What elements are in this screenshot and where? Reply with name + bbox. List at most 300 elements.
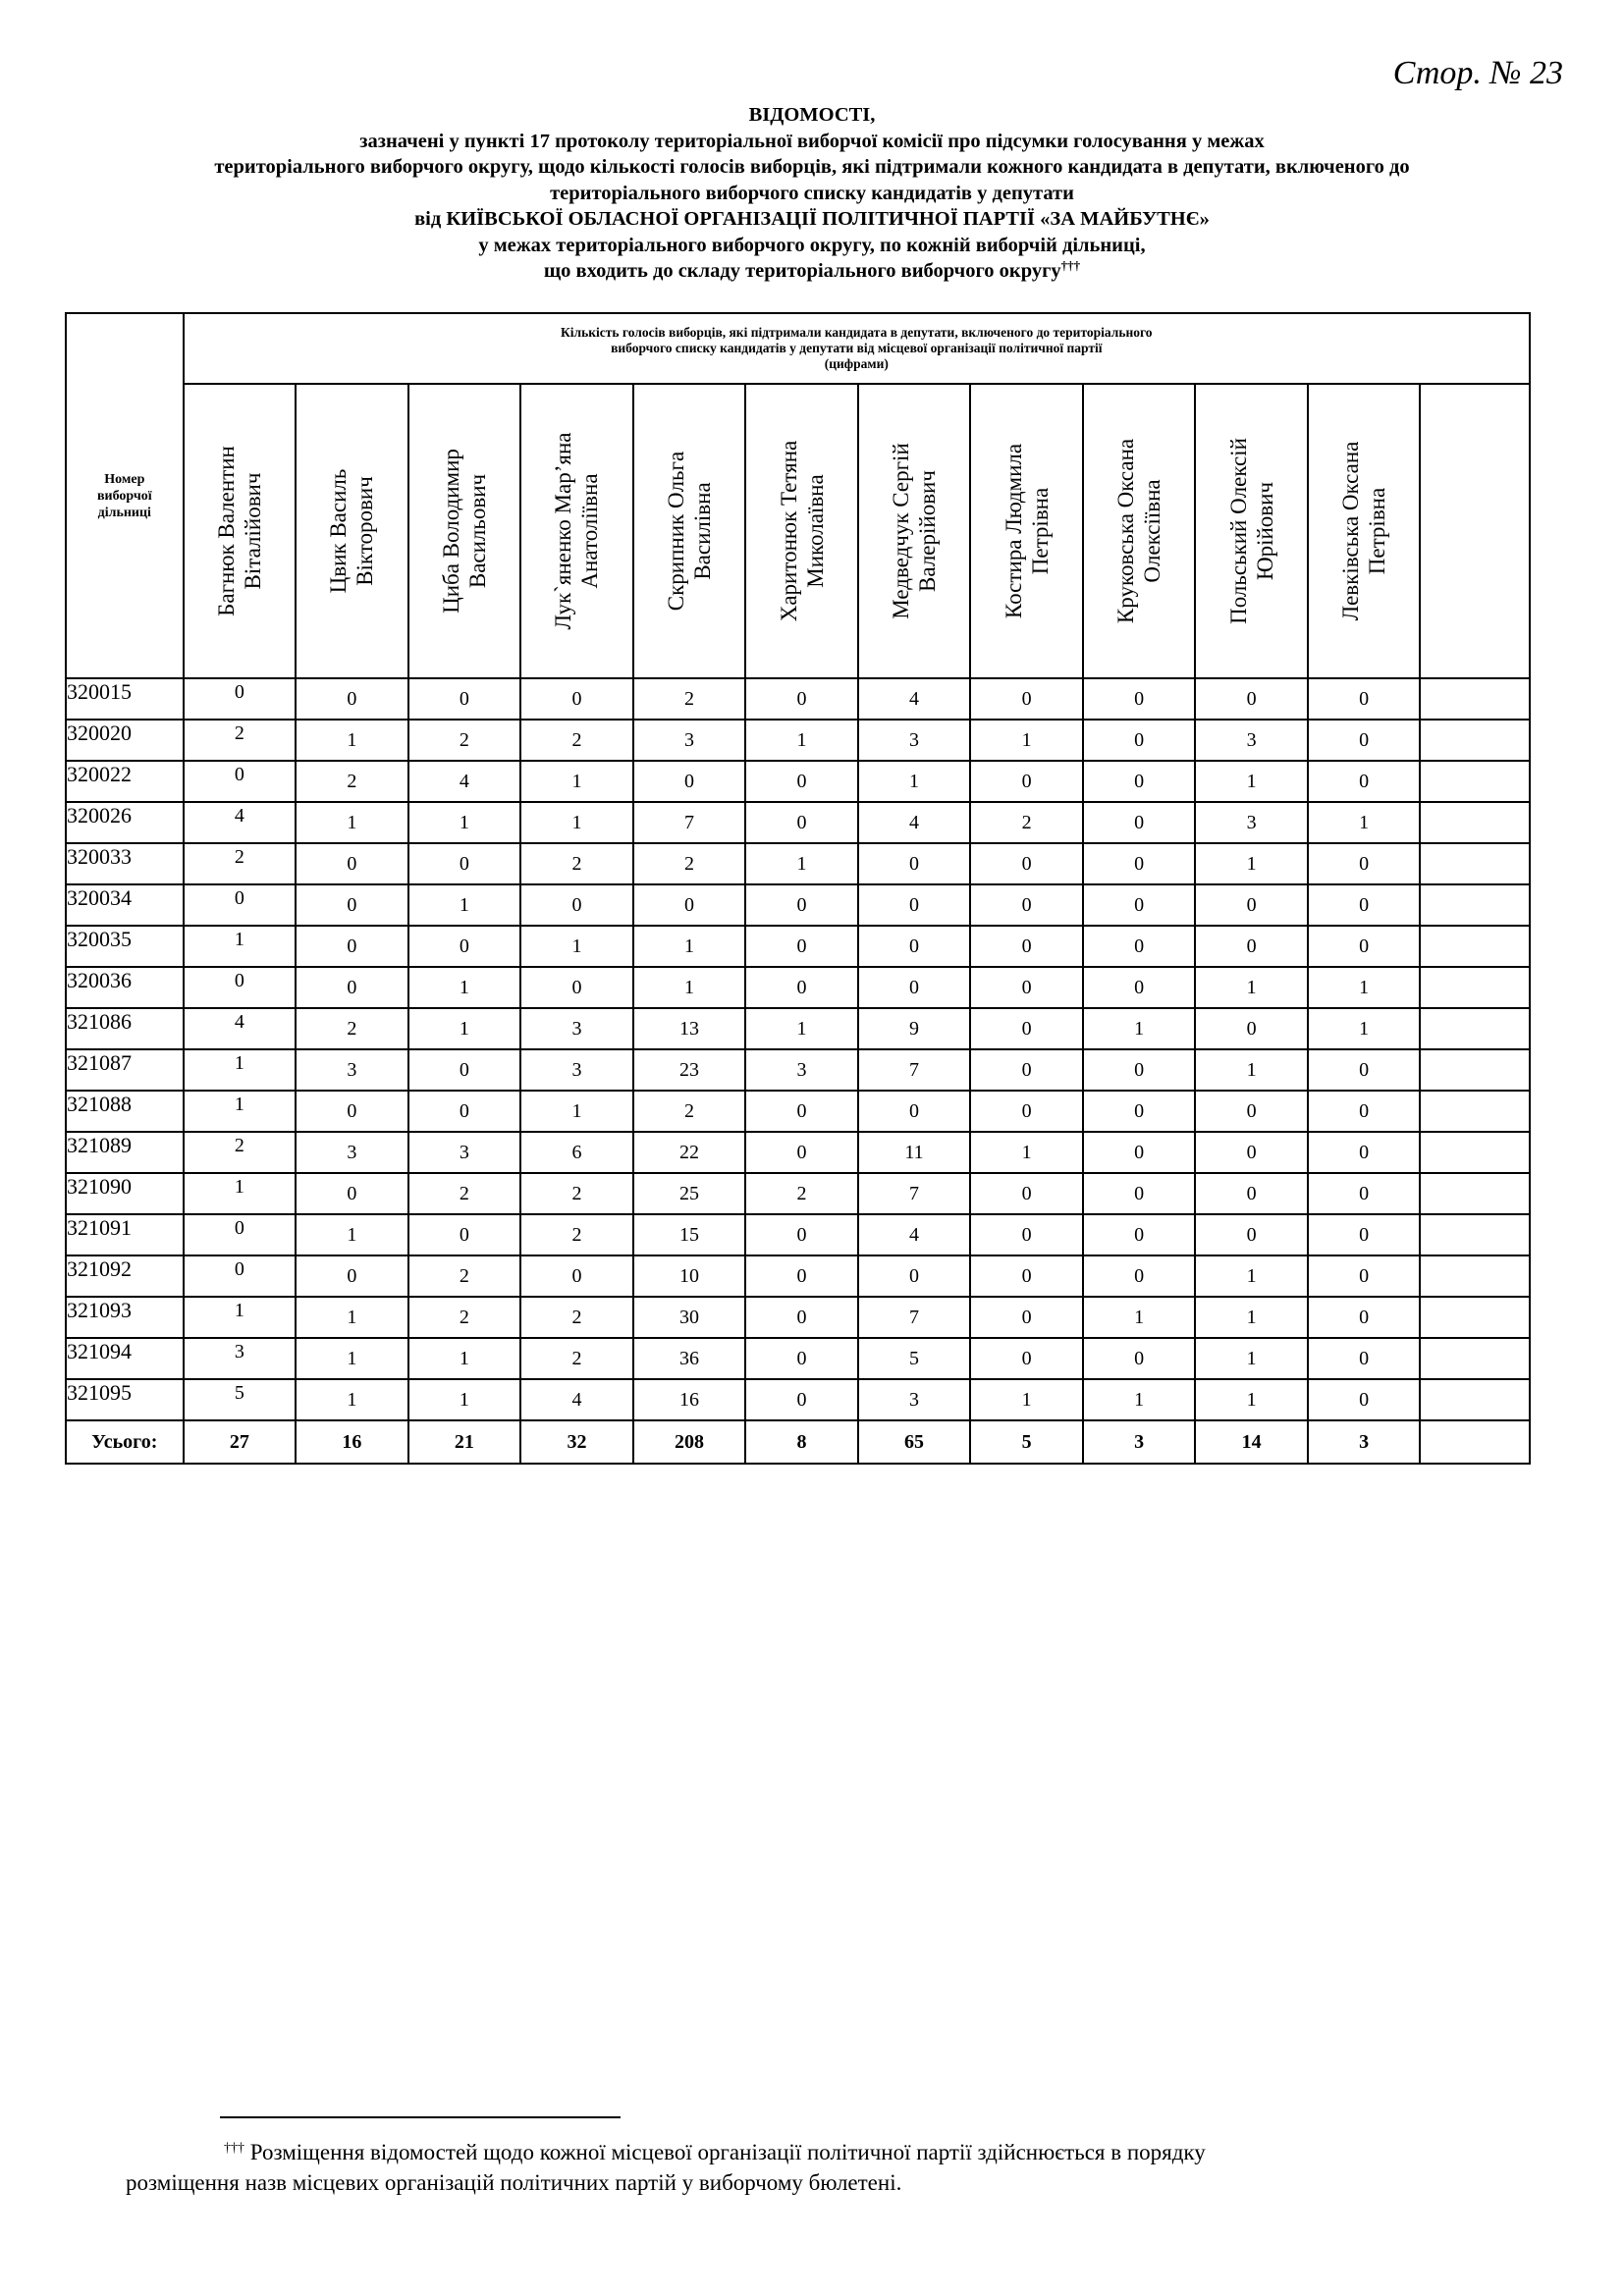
vote-count-cell: 2 <box>408 1173 521 1214</box>
table-row <box>66 761 1530 802</box>
precinct-number: 320036 <box>66 967 184 1008</box>
vote-count-cell: 1 <box>408 1008 521 1049</box>
vote-count-cell: 0 <box>1195 1132 1308 1173</box>
vote-count-cell: 0 <box>1308 926 1421 967</box>
vote-count-cell: 0 <box>408 1049 521 1091</box>
candidate-patronymic: Петрівна <box>1365 487 1390 575</box>
vote-count-cell: 0 <box>1308 1132 1421 1173</box>
empty-cell <box>1420 1049 1530 1091</box>
vote-count-cell: 0 <box>1195 1173 1308 1214</box>
vote-count-cell: 0 <box>1308 884 1421 926</box>
vote-count-cell: 3 <box>296 1049 408 1091</box>
vote-count-cell: 2 <box>633 678 746 720</box>
vote-count-cell: 11 <box>858 1132 971 1173</box>
vote-count-cell: 1 <box>296 720 408 761</box>
vote-count-cell: 4 <box>520 1379 633 1420</box>
vote-count-cell: 0 <box>745 884 858 926</box>
candidate-header <box>296 384 408 678</box>
candidate-name <box>1001 399 1054 664</box>
empty-cell <box>1420 1297 1530 1338</box>
vote-count-cell: 0 <box>745 1214 858 1255</box>
vote-count-cell: 0 <box>296 926 408 967</box>
vote-count-cell: 3 <box>520 1008 633 1049</box>
table-row <box>66 1379 1530 1420</box>
vote-count-cell: 1 <box>184 1049 297 1091</box>
heading-party-line: від КИЇВСЬКОЇ ОБЛАСНОЇ ОРГАНІЗАЦІЇ ПОЛІТИЧНОЇ ПАРТІЇ «ЗА МАЙБУТНЄ» <box>414 208 1210 230</box>
candidate-name <box>213 399 266 664</box>
table-row <box>66 1297 1530 1338</box>
precinct-number: 320026 <box>66 802 184 843</box>
vote-count-cell: 2 <box>296 761 408 802</box>
vote-count-cell: 3 <box>745 1049 858 1091</box>
vote-count-cell: 23 <box>633 1049 746 1091</box>
vote-count-cell: 5 <box>858 1338 971 1379</box>
table-row <box>66 802 1530 843</box>
vote-count-cell: 0 <box>858 967 971 1008</box>
vote-count-cell: 0 <box>633 884 746 926</box>
vote-count-cell: 2 <box>520 1338 633 1379</box>
vote-count-cell: 0 <box>1195 926 1308 967</box>
vote-count-cell: 1 <box>296 1338 408 1379</box>
vote-count-cell: 0 <box>745 678 858 720</box>
vote-count-cell: 5 <box>184 1379 297 1420</box>
vote-count-cell: 0 <box>970 761 1083 802</box>
vote-count-cell: 36 <box>633 1338 746 1379</box>
precinct-column-header <box>66 313 184 678</box>
vote-count-cell: 3 <box>184 1338 297 1379</box>
empty-cell <box>1420 802 1530 843</box>
vote-count-cell: 0 <box>745 967 858 1008</box>
empty-cell <box>1420 761 1530 802</box>
group-header-text: (цифрами) <box>824 356 889 372</box>
vote-count-cell: 0 <box>296 1255 408 1297</box>
vote-count-cell: 0 <box>296 843 408 884</box>
candidate-name <box>1225 399 1278 664</box>
vote-count-cell: 0 <box>1195 1091 1308 1132</box>
vote-count-cell: 0 <box>184 761 297 802</box>
vote-count-cell: 1 <box>970 720 1083 761</box>
vote-count-cell: 0 <box>970 678 1083 720</box>
vote-count-cell: 0 <box>970 1297 1083 1338</box>
vote-count-cell: 2 <box>520 1173 633 1214</box>
vote-count-cell: 0 <box>1083 1091 1196 1132</box>
vote-count-cell: 0 <box>858 843 971 884</box>
vote-count-cell: 4 <box>858 802 971 843</box>
vote-count-cell: 0 <box>970 1091 1083 1132</box>
vote-count-cell: 1 <box>1308 967 1421 1008</box>
vote-count-cell: 1 <box>520 761 633 802</box>
vote-count-cell: 2 <box>633 1091 746 1132</box>
precinct-header-text: Номер <box>104 471 145 487</box>
vote-count-cell: 1 <box>745 843 858 884</box>
vote-count-cell: 3 <box>1195 802 1308 843</box>
vote-count-cell: 3 <box>408 1132 521 1173</box>
table-row <box>66 843 1530 884</box>
table-row <box>66 1091 1530 1132</box>
vote-count-cell: 0 <box>184 678 297 720</box>
table-row <box>66 926 1530 967</box>
candidate-header <box>633 384 746 678</box>
vote-count-cell: 0 <box>296 1091 408 1132</box>
vote-count-cell: 1 <box>970 1132 1083 1173</box>
heading-line-with-mark <box>128 258 1496 285</box>
vote-count-cell: 0 <box>1083 926 1196 967</box>
vote-count-cell: 1 <box>858 761 971 802</box>
total-value: 3 <box>1308 1420 1421 1464</box>
vote-count-cell: 0 <box>408 926 521 967</box>
vote-count-cell: 0 <box>970 1173 1083 1214</box>
vote-count-cell: 0 <box>970 926 1083 967</box>
vote-count-cell: 0 <box>1083 802 1196 843</box>
candidate-surname-name: Скрипник Ольга <box>663 451 688 612</box>
vote-count-cell: 0 <box>1308 678 1421 720</box>
empty-cell <box>1420 1091 1530 1132</box>
candidate-surname-name: Багнюк Валентин <box>213 446 239 617</box>
vote-count-cell: 15 <box>633 1214 746 1255</box>
vote-count-cell: 1 <box>184 1091 297 1132</box>
candidate-patronymic: Юрійович <box>1252 482 1277 581</box>
precinct-number: 321093 <box>66 1297 184 1338</box>
vote-count-cell: 0 <box>1195 884 1308 926</box>
vote-count-cell: 0 <box>520 1255 633 1297</box>
footnote-first-line <box>126 2137 1563 2167</box>
vote-count-cell: 2 <box>408 720 521 761</box>
vote-count-cell: 0 <box>745 926 858 967</box>
vote-count-cell: 2 <box>633 843 746 884</box>
vote-count-cell: 1 <box>184 1173 297 1214</box>
candidate-patronymic: Валерійович <box>915 470 941 593</box>
vote-count-cell: 1 <box>520 926 633 967</box>
vote-count-cell: 0 <box>1308 1297 1421 1338</box>
vote-count-cell: 0 <box>1308 1379 1421 1420</box>
vote-count-cell: 22 <box>633 1132 746 1173</box>
vote-count-cell: 0 <box>1083 720 1196 761</box>
vote-count-cell: 0 <box>633 761 746 802</box>
vote-count-cell: 4 <box>184 802 297 843</box>
vote-count-cell: 7 <box>858 1049 971 1091</box>
empty-cell <box>1420 1173 1530 1214</box>
vote-count-cell: 0 <box>1195 1214 1308 1255</box>
vote-count-cell: 0 <box>745 802 858 843</box>
vote-count-cell: 1 <box>296 802 408 843</box>
vote-count-cell: 1 <box>1195 1338 1308 1379</box>
vote-count-cell: 0 <box>745 1091 858 1132</box>
candidate-surname-name: Цвик Василь <box>326 468 352 594</box>
candidate-patronymic: Вікторович <box>352 476 378 586</box>
candidate-name <box>1337 399 1390 664</box>
candidate-surname-name: Лук`яненко Мар’яна <box>551 432 576 630</box>
candidate-name <box>438 399 491 664</box>
vote-count-cell: 2 <box>520 720 633 761</box>
precinct-number: 321087 <box>66 1049 184 1091</box>
vote-count-cell: 7 <box>633 802 746 843</box>
total-value: 16 <box>296 1420 408 1464</box>
vote-count-cell: 1 <box>184 1297 297 1338</box>
vote-count-cell: 4 <box>184 1008 297 1049</box>
candidate-header <box>1083 384 1196 678</box>
total-value: 14 <box>1195 1420 1308 1464</box>
vote-count-cell: 25 <box>633 1173 746 1214</box>
vote-count-cell: 0 <box>296 678 408 720</box>
votes-group-header <box>184 313 1530 384</box>
vote-count-cell: 4 <box>858 678 971 720</box>
table-row <box>66 1338 1530 1379</box>
vote-count-cell: 0 <box>970 967 1083 1008</box>
footnote-text: Розміщення відомостей щодо кожної місцевої організації політичної партії здійснюється в порядку <box>249 2140 1206 2164</box>
precinct-number: 320015 <box>66 678 184 720</box>
precinct-number: 321088 <box>66 1091 184 1132</box>
table-row <box>66 678 1530 720</box>
vote-count-cell: 1 <box>408 967 521 1008</box>
vote-count-cell: 4 <box>858 1214 971 1255</box>
vote-count-cell: 1 <box>1195 843 1308 884</box>
vote-count-cell: 0 <box>745 1132 858 1173</box>
vote-count-cell: 0 <box>184 967 297 1008</box>
vote-count-cell: 0 <box>520 678 633 720</box>
candidate-header <box>408 384 521 678</box>
vote-count-cell: 0 <box>1083 1132 1196 1173</box>
vote-count-cell: 0 <box>970 1049 1083 1091</box>
vote-count-cell: 0 <box>858 926 971 967</box>
vote-count-cell: 0 <box>1308 1338 1421 1379</box>
vote-count-cell: 3 <box>296 1132 408 1173</box>
vote-count-cell: 2 <box>296 1008 408 1049</box>
vote-count-cell: 6 <box>520 1132 633 1173</box>
empty-cell <box>1420 1008 1530 1049</box>
vote-count-cell: 0 <box>520 967 633 1008</box>
vote-count-cell: 0 <box>745 1338 858 1379</box>
page-number: Стор. № 23 <box>1392 55 1563 91</box>
vote-count-cell: 0 <box>184 884 297 926</box>
candidate-patronymic: Василівна <box>689 482 715 580</box>
table-row <box>66 1173 1530 1214</box>
candidate-patronymic: Васильович <box>464 474 490 589</box>
precinct-number: 321092 <box>66 1255 184 1297</box>
empty-cell <box>1420 926 1530 967</box>
vote-count-cell: 16 <box>633 1379 746 1420</box>
precinct-number: 320034 <box>66 884 184 926</box>
vote-count-cell: 3 <box>633 720 746 761</box>
total-value: 21 <box>408 1420 521 1464</box>
total-value: 27 <box>184 1420 297 1464</box>
empty-cell <box>1420 678 1530 720</box>
vote-count-cell: 0 <box>1195 678 1308 720</box>
vote-count-cell: 7 <box>858 1173 971 1214</box>
table-row <box>66 1049 1530 1091</box>
candidate-header <box>970 384 1083 678</box>
heading-line: у межах територіального виборчого округу, по кожній виборчій дільниці, <box>478 234 1146 256</box>
vote-count-cell: 0 <box>858 1091 971 1132</box>
table-row <box>66 1008 1530 1049</box>
vote-count-cell: 7 <box>858 1297 971 1338</box>
vote-count-cell: 1 <box>296 1214 408 1255</box>
totals-row <box>66 1420 1530 1464</box>
vote-count-cell: 0 <box>184 1255 297 1297</box>
vote-count-cell: 0 <box>745 1379 858 1420</box>
total-value: 5 <box>970 1420 1083 1464</box>
precinct-number: 320035 <box>66 926 184 967</box>
precinct-number: 321086 <box>66 1008 184 1049</box>
empty-cell <box>1420 720 1530 761</box>
candidate-header <box>858 384 971 678</box>
vote-count-cell: 1 <box>1308 802 1421 843</box>
precinct-number: 320033 <box>66 843 184 884</box>
vote-count-cell: 0 <box>296 1173 408 1214</box>
footnote-text: розміщення назв місцевих організацій політичних партій у виборчому бюлетені. <box>126 2170 902 2195</box>
vote-count-cell: 1 <box>633 926 746 967</box>
vote-count-cell: 2 <box>520 1297 633 1338</box>
vote-count-cell: 2 <box>184 1132 297 1173</box>
candidate-header-row <box>66 384 1530 678</box>
vote-count-cell: 0 <box>1083 884 1196 926</box>
heading-line: територіального виборчого округу, щодо кількості голосів виборців, які підтримали кожного кандидата в депутати, включеного до <box>214 156 1410 178</box>
precinct-number: 320020 <box>66 720 184 761</box>
vote-count-cell: 1 <box>745 1008 858 1049</box>
vote-count-cell: 1 <box>408 1338 521 1379</box>
vote-count-cell: 3 <box>858 1379 971 1420</box>
vote-count-cell: 1 <box>1195 761 1308 802</box>
footnote-divider <box>220 2116 621 2118</box>
vote-count-cell: 0 <box>1308 1214 1421 1255</box>
vote-count-cell: 1 <box>1195 1049 1308 1091</box>
total-value: 208 <box>633 1420 746 1464</box>
table-body <box>66 678 1530 1464</box>
vote-count-cell: 1 <box>633 967 746 1008</box>
vote-count-cell: 1 <box>296 1379 408 1420</box>
vote-count-cell: 0 <box>1083 1173 1196 1214</box>
vote-count-cell: 9 <box>858 1008 971 1049</box>
precinct-header-text: виборчої <box>96 488 152 504</box>
vote-count-cell: 0 <box>970 1008 1083 1049</box>
candidate-header <box>745 384 858 678</box>
vote-count-cell: 0 <box>184 1214 297 1255</box>
candidate-header <box>184 384 297 678</box>
vote-count-cell: 0 <box>1308 1255 1421 1297</box>
vote-count-cell: 0 <box>970 1338 1083 1379</box>
heading-title: ВІДОМОСТІ, <box>748 104 876 126</box>
vote-count-cell: 0 <box>1308 843 1421 884</box>
candidate-patronymic: Віталійович <box>240 472 265 590</box>
vote-count-cell: 0 <box>1083 678 1196 720</box>
vote-count-cell: 1 <box>408 884 521 926</box>
empty-cell <box>1420 1379 1530 1420</box>
vote-count-cell: 1 <box>1083 1008 1196 1049</box>
empty-cell <box>1420 1214 1530 1255</box>
vote-count-cell: 0 <box>745 1255 858 1297</box>
empty-cell <box>1420 967 1530 1008</box>
group-header-text: Кількість голосів виборців, які підтримали кандидата в депутати, включеного до територіального <box>561 325 1153 341</box>
vote-count-cell: 1 <box>1308 1008 1421 1049</box>
vote-count-cell: 0 <box>970 1255 1083 1297</box>
vote-count-cell: 0 <box>745 761 858 802</box>
candidate-name <box>776 399 829 664</box>
total-value: 32 <box>520 1420 633 1464</box>
vote-count-cell: 0 <box>1308 1173 1421 1214</box>
empty-cell <box>1420 1255 1530 1297</box>
candidate-patronymic: Анатоліївна <box>577 473 603 589</box>
vote-count-cell: 0 <box>520 884 633 926</box>
total-value: 65 <box>858 1420 971 1464</box>
precinct-number: 321095 <box>66 1379 184 1420</box>
vote-count-cell: 0 <box>745 1297 858 1338</box>
vote-count-cell: 3 <box>858 720 971 761</box>
vote-count-cell: 1 <box>970 1379 1083 1420</box>
total-value: 3 <box>1083 1420 1196 1464</box>
candidate-surname-name: Левківська Оксана <box>1338 441 1364 621</box>
vote-count-cell: 0 <box>970 884 1083 926</box>
vote-count-cell: 1 <box>745 720 858 761</box>
candidate-patronymic: Миколаївна <box>802 474 828 588</box>
vote-count-cell: 0 <box>1083 1338 1196 1379</box>
table-row <box>66 884 1530 926</box>
vote-count-cell: 13 <box>633 1008 746 1049</box>
vote-count-cell: 1 <box>408 802 521 843</box>
vote-count-cell: 2 <box>970 802 1083 843</box>
heading-line: зазначені у пункті 17 протоколу територіальної виборчої комісії про підсумки голосування у межах <box>359 130 1265 152</box>
vote-count-cell: 0 <box>1083 761 1196 802</box>
vote-count-cell: 3 <box>1195 720 1308 761</box>
candidate-header <box>1195 384 1308 678</box>
vote-count-cell: 1 <box>1195 1379 1308 1420</box>
candidate-surname-name: Польський Олексій <box>1225 438 1251 625</box>
precinct-number: 321091 <box>66 1214 184 1255</box>
candidate-surname-name: Костира Людмила <box>1001 444 1026 619</box>
vote-count-cell: 0 <box>408 843 521 884</box>
vote-count-cell: 0 <box>1083 1049 1196 1091</box>
table-row <box>66 967 1530 1008</box>
empty-cell <box>1420 1132 1530 1173</box>
total-value: 8 <box>745 1420 858 1464</box>
vote-count-cell: 1 <box>1083 1297 1196 1338</box>
vote-count-cell: 0 <box>1308 720 1421 761</box>
vote-count-cell: 1 <box>1195 967 1308 1008</box>
footnote <box>126 2137 1563 2198</box>
votes-table <box>65 312 1531 1465</box>
total-label: Усього: <box>66 1420 184 1464</box>
vote-count-cell: 3 <box>520 1049 633 1091</box>
empty-candidate-header <box>1420 384 1530 678</box>
vote-count-cell: 0 <box>1083 1255 1196 1297</box>
heading-line: територіального виборчого списку кандидатів у депутати <box>550 182 1074 204</box>
candidate-header <box>1308 384 1421 678</box>
table-row <box>66 1255 1530 1297</box>
vote-count-cell: 30 <box>633 1297 746 1338</box>
vote-count-cell: 1 <box>296 1297 408 1338</box>
precinct-header-text: дільниці <box>97 505 151 520</box>
vote-count-cell: 0 <box>1308 1049 1421 1091</box>
candidate-header <box>520 384 633 678</box>
vote-count-cell: 0 <box>970 843 1083 884</box>
candidate-patronymic: Олексіївна <box>1140 479 1165 583</box>
vote-count-cell: 1 <box>520 1091 633 1132</box>
vote-count-cell: 0 <box>970 1214 1083 1255</box>
document-heading <box>128 102 1496 285</box>
candidate-surname-name: Харитонюк Тетяна <box>776 440 801 622</box>
empty-cell <box>1420 1338 1530 1379</box>
candidate-name <box>550 399 603 664</box>
vote-count-cell: 0 <box>1083 1214 1196 1255</box>
footnote-reference: ††† <box>1060 258 1081 273</box>
table-row <box>66 1214 1530 1255</box>
table-row <box>66 720 1530 761</box>
candidate-name <box>1112 399 1165 664</box>
vote-count-cell: 0 <box>858 1255 971 1297</box>
vote-count-cell: 2 <box>745 1173 858 1214</box>
empty-cell <box>1420 843 1530 884</box>
vote-count-cell: 2 <box>184 843 297 884</box>
candidate-name <box>888 399 941 664</box>
vote-count-cell: 1 <box>408 1379 521 1420</box>
